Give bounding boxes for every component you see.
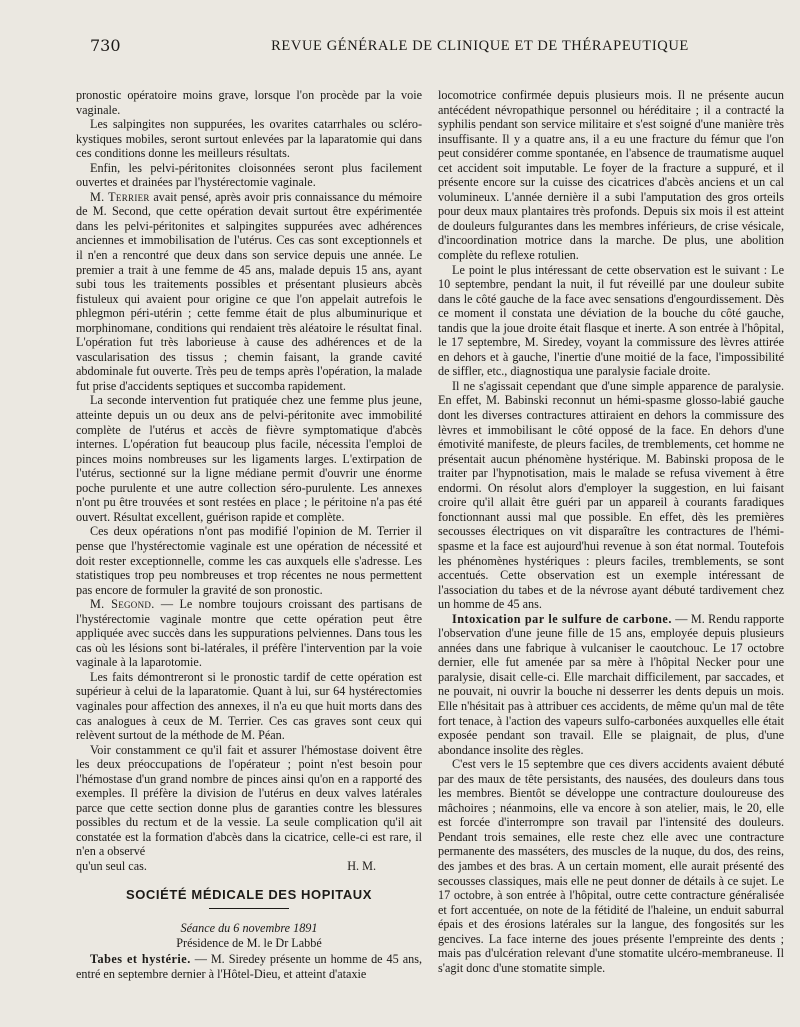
page-number: 730 [90,36,121,55]
run-in-heading: Intoxication par le sulfure de carbone. [452,611,672,626]
paragraph: locomotrice confirmée depuis plusieurs mois. Il ne présente aucun antécédent névropathique personnel ou héréditaire ; il a contracté la syphilis pendant son service militaire et s'est soigné d'une manière très insuffisante. Il y a quatre ans, il a eu une fracture du fémur que l'on peut considérer comme spontanée, en l'absence de traumatisme auquel cet accident soit imputable. Le foyer de la fracture a suppuré, et il présente encore sur la cuisse des cicatrices d'abcès anciens et un cal volumineux. L'année dernière il a subi l'amputation des gros orteils pour deux maux plantaires très profonds. Depuis six mois il est atteint de douleurs fulgurantes dans les membres inférieurs, de crise vésicale, d'incoordination motrice dans la marche. De plus, une abolition complète du reflexe rotulien. [438,88,784,263]
paragraph: Enfin, les pelvi-péritonites cloisonnées seront plus facilement ouvertes et drainées par l'hystérectomie vaginale. [76,160,422,190]
journal-title: REVUE GÉNÉRALE DE CLINIQUE ET DE THÉRAPEUTIQUE [271,38,689,54]
paragraph: pronostic opératoire moins grave, lorsque l'on procède par la voie vaginale. [76,88,422,117]
section-title: SOCIÉTÉ MÉDICALE DES HOPITAUX [125,886,373,902]
run-in-heading: Tabes et hystérie. [90,952,191,967]
paragraph-text: — M. Rendu rapporte l'observation d'une jeune fille de 15 ans, employée depuis plusieurs années dans une fabrique à vulcaniser le caoutchouc. Le 17 octobre dernier, elle fut amenée par sa mère à l'hôpital Necker pour une paralysie, disait celle-ci. Elle marchait difficilement, par saccades, et ne pouvait, ni ouvrir la bouche ni desserrer les dents depuis un mois. Elle n'hésitait pas à attribuer ces accidents, de même qu'un mal de tête fort tenace, à l'action des vapeurs sulfo-carbonées auxquelles elle était exposée pendant son travail. Elle se plaignait, de plus, d'une abondance insolite des règles. [438,611,784,757]
paragraph [76,190,422,394]
running-head [60,36,772,60]
right-column [438,88,784,975]
paragraph: Il ne s'agissait cependant que d'une simple apparence de paralysie. En effet, M. Babinski reconnut un hémi-spasme glosso-labié gauche dont les diverses contractures attiraient en dehors la commissure des lèvres et immobilisant le côté opposé de la face. En dehors d'une émotivité manifeste, de pleurs faciles, de tremblements, cet homme ne présentait aucun phénomène hystérique. M. Babinski proposa de le traiter par l'hypnotisation, mais le malade se refusa vivement à être endormi. On résolut alors d'employer la suggestion, en lui faisant croire qu'il allait être guéri par un appareil à courants faradiques fonctionnant aussi mal que possible. En effet, dès les premières secousses électriques on vit disparaître les contractures de l'hémi-spasme et la face est aujourd'hui revenue à son état normal. Toutefois les phénomènes hystériques : pleurs faciles, tremblements, se sont accentués. Cette observation est un exemple intéressant de l'association du tabes et de la névrose ayant débuté tardivement chez un homme de 45 ans. [438,378,784,612]
paragraph: Les salpingites non suppurées, les ovarites catarrhales ou scléro-kystiques mobiles, seront surtout enlevées par la laparatomie qui dans ces conditions donne les meilleurs résultats. [76,117,422,161]
paragraph: Ces deux opérations n'ont pas modifié l'opinion de M. Terrier il pense que l'hystérectomie vaginale est une opération de nécessité et doit rester exceptionnelle, comme les cas auxquels elle s'adresse. Les statistiques trop peu nombreuses et trop récentes ne nous permettent pas encore de formuler la gravité de son pronostic. [76,524,422,597]
paragraph [438,612,784,757]
signature-line [76,859,422,874]
paragraph: Voir constamment ce qu'il fait et assurer l'hémostase doivent être les deux préoccupations de l'opérateur ; point n'est besoin pour l'hémostase d'un grand nombre de pinces ainsi qu'on en a rapporté des exemples. Il préfère la division de l'utérus en deux valves latérales parce que cette section donne plus de garanties contre les blessures possibles du rectum et de la vessie. La seule complication qu'il ait constatée est la formation d'abcès dans la cicatrice, celle-ci est rare, il n'en a observé [76,742,422,859]
paragraph-text: — M. Siredey présente un homme de 45 ans, entré en septembre dernier à l'Hôtel-Dieu, et atteint d'ataxie [76,952,422,981]
paragraph-text: avait pensé, après avoir pris connaissance du mémoire de M. Second, que cette opération devait surtout être expérimentée dans les pelvi-péritonites et salpingites suppurées avec adhérences anciennes et immobilisation de l'utérus. Ces cas sont exceptionnels et il n'en a rencontré que deux dans son service depuis une année. Le premier a trait à une femme de 45 ans, malade depuis 15 ans, ayant subi tous les traitements possibles et présentant plusieurs abcès fistuleux qui avaient pour origine ce que l'on appelait autrefois le phlegmon péri-utérin ; cette femme était de plus albuminurique et morphinomane, conditions qui rendaient très aléatoire le résultat final. L'opération fut très laborieuse à cause des adhérences et de la vascularisation des tissus ; chemin faisant, la grande cavité abdominale fut ouverte. Très peu de temps après l'opération, la malade fut prise d'accidents septiques et succomba rapidement. [76,189,422,393]
paragraph: La seconde intervention fut pratiquée chez une femme plus jeune, atteinte depuis un ou deux ans de pelvi-péritonite avec immobilité complète de l'utérus et accès de fièvre symptomatique d'abcès internes. L'opération fut beaucoup plus facile, nécessita l'emploi de pinces moins nombreuses sur les ligaments larges. L'extirpation de l'utérus, sectionné sur la ligne médiane permit d'ouvrir une énorme poche purulente et une autre collection séro-purulente. Les annexes n'ont pu être trouvées et sont restées en place ; le péritoine n'a pas été ouvert. Résultat excellent, guérison rapide et complète. [76,393,422,524]
paragraph: Le point le plus intéressant de cette observation est le suivant : Le 10 septembre, pendant la nuit, il fut réveillé par une douleur subite dans le côté gauche de la face avec sensations d'engourdissement. Dès ce moment il constata une déviation de la bouche du côté gauche, tandis que la joue droite était flasque et inerte. A son entrée à l'hôpital, le 17 septembre, M. Siredey, voyant la commissure des lèvres attirée en dehors et à gauche, l'inertie d'une moitié de la face, l'impossibilité de siffler, etc., diagnostiqua une paralysie faciale droite. [438,262,784,379]
speaker-name: M. Terrier [90,189,150,204]
speaker-name: M. Segond. [90,597,155,612]
paragraph [76,597,422,670]
paragraph: C'est vers le 15 septembre que ces divers accidents avaient débuté par des maux de tête persistants, des nausées, des douleurs dans tous les membres. Bientôt se développe une contracture douloureuse des mâchoires ; néanmoins, elle va encore à son atelier, mais, le 20, elle est forcée d'interrompre son travail par l'intensité des douleurs. Pendant trois semaines, elle reste chez elle avec une contracture permanente des masséters, des muscles de la nuque, du dos, des reins, des jambes et des bras. A un certain moment, elle aurait présenté des secousses classiques, mais elle ne peut donner de détails à ce sujet. Le 17 octobre, à son entrée à l'hôpital, outre cette contracture généralisée et fort accentuée, on note de la fétidité de l'haleine, un enduit saburral épais et des érosions latérales sur la langue, des fongosités sur les gencives. La face interne des joues présente l'empreinte des dents ; mais pas d'ulcération relevant d'une stomatite ulcéro-membraneuse. Il s'agit donc d'une stomatite simple. [438,757,784,975]
paragraph [76,952,422,981]
paragraph: Les faits démontreront si le pronostic tardif de cette opération est supérieur à celui de la laparatomie. Quant à lui, sur 64 hystérectomies vaginales pour affection des annexes, il n'a eu que huit morts dans des cas analogues à ceux de M. Terrier. Ces cas graves sont ceux qui relèvent surtout de la méthode de M. Péan. [76,669,422,743]
presidence-line: Présidence de M. le Dr Labbé [176,935,322,950]
left-column [76,88,422,981]
paragraph-text: — Le nombre toujours croissant des partisans de l'hystérectomie vaginale montre que cette opération peut être appliquée avec succès dans les suppurations pelviennes. Dans tous les cas où les lésions sont bi-latérales, il préfère l'intervention par la voie vaginale à la laparotomie. [76,597,422,670]
session-date: Séance du 6 novembre 1891 [180,921,318,936]
paragraph-end: qu'un seul cas. [76,858,147,873]
author-signature: H. M. [347,858,376,873]
title-rule [209,908,289,909]
